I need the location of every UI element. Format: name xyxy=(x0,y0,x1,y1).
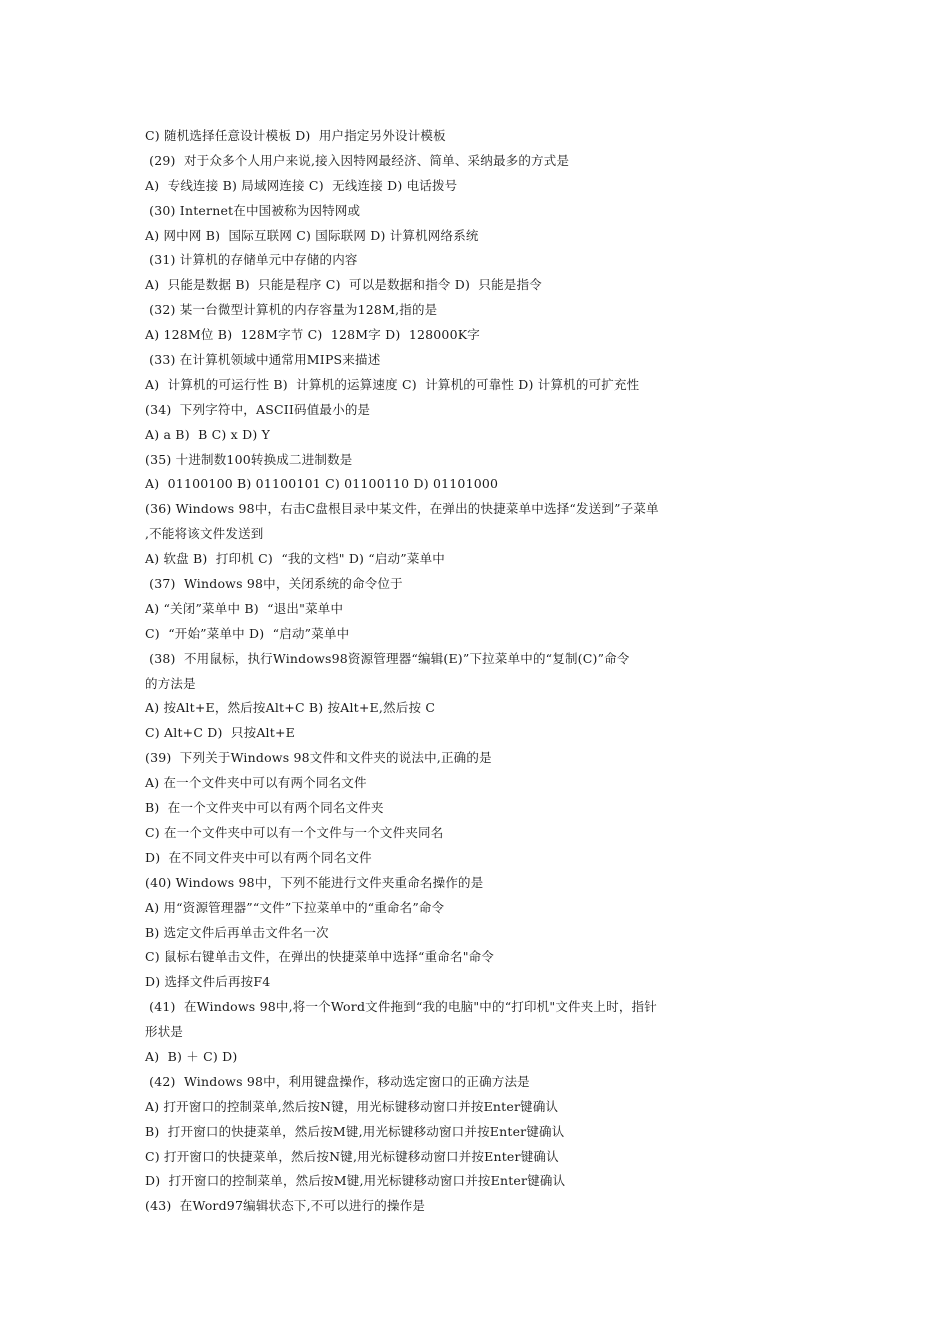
document-line: (41) 在Windows 98中,将一个Word文件拖到“我的电脑"中的“打印机"文件夹上时，指针 xyxy=(145,999,657,1015)
document-line: D) 选择文件后再按F4 xyxy=(145,974,271,990)
document-line: (38) 不用鼠标，执行Windows98资源管理器“编辑(E)”下拉菜单中的“复制(C)”命令 xyxy=(145,650,630,666)
document-line: (40) Windows 98中，下列不能进行文件夹重命名操作的是 xyxy=(145,874,484,890)
document-line: C) 鼠标右键单击文件，在弹出的快捷菜单中选择“重命名"命令 xyxy=(145,949,495,965)
document-line: A) 在一个文件夹中可以有两个同名文件 xyxy=(145,775,367,791)
document-line: (34) 下列字符中，ASCII码值最小的是 xyxy=(145,401,371,417)
document-line: D) 在不同文件夹中可以有两个同名文件 xyxy=(145,849,372,865)
document-line: A) 用“资源管理器”“文件”下拉菜单中的“重命名”命令 xyxy=(145,899,445,915)
document-line: B) 在一个文件夹中可以有两个同名文件夹 xyxy=(145,800,384,816)
document-line: C) 打开窗口的快捷菜单，然后按N键,用光标键移动窗口并按Enter键确认 xyxy=(145,1148,559,1164)
document-line: (33) 在计算机领域中通常用MIPS来描述 xyxy=(145,352,381,368)
document-line: (42) Windows 98中，利用键盘操作，移动选定窗口的正确方法是 xyxy=(145,1073,530,1089)
document-line: A) 128M位 B) 128M字节 C) 128M字 D) 128000K字 xyxy=(145,327,480,343)
document-line: A) 计算机的可运行性 B) 计算机的运算速度 C) 计算机的可靠性 D) 计算机的可扩充性 xyxy=(145,376,640,392)
document-line: A) 只能是数据 B) 只能是程序 C) 可以是数据和指令 D) 只能是指令 xyxy=(145,277,542,293)
document-line: C) 随机选择任意设计模板 D) 用户指定另外设计模板 xyxy=(145,128,446,143)
document-line: ,不能将该文件发送到 xyxy=(145,526,264,542)
document-line: (37) Windows 98中，关闭系统的命令位于 xyxy=(145,576,403,592)
document-line: A) 打开窗口的控制菜单,然后按N键，用光标键移动窗口并按Enter键确认 xyxy=(145,1098,559,1114)
document-line: (35) 十进制数100转换成二进制数是 xyxy=(145,451,353,467)
document-line: C) 在一个文件夹中可以有一个文件与一个文件夹同名 xyxy=(145,824,444,840)
document-line: B) 选定文件后再单击文件名一次 xyxy=(145,924,329,940)
document-line: A) 软盘 B) 打印机 C) “我的文档" D) “启动”菜单中 xyxy=(145,551,445,567)
document-line: 形状是 xyxy=(145,1024,184,1040)
document-line: (32) 某一台微型计算机的内存容量为128M,指的是 xyxy=(145,302,438,318)
document-line: (36) Windows 98中，右击C盘根目录中某文件，在弹出的快捷菜单中选择“发送到”子菜单 xyxy=(145,501,659,517)
document-line: (39) 下列关于Windows 98文件和文件夹的说法中,正确的是 xyxy=(145,750,492,766)
document-body xyxy=(145,124,745,1219)
document-line: A) “关闭”菜单中 B) “退出"菜单中 xyxy=(145,600,344,616)
document-line: C) Alt+C D) 只按Alt+E xyxy=(145,725,295,741)
document-line: (29) 对于众多个人用户来说,接入因特网最经济、简单、采纳最多的方式是 xyxy=(145,152,570,168)
document-line: C) “开始”菜单中 D) “启动”菜单中 xyxy=(145,625,350,641)
document-line: A) 专线连接 B) 局域网连接 C) 无线连接 D) 电话拨号 xyxy=(145,177,458,193)
document-line: A) a B) B C) x D) Y xyxy=(145,426,271,442)
document-line: A) 网中网 B) 国际互联网 C) 国际联网 D) 计算机网络系统 xyxy=(145,227,479,243)
document-line: A) 按Alt+E，然后按Alt+C B) 按Alt+E,然后按 C xyxy=(145,700,436,716)
document-line: (43) 在Word97编辑状态下,不可以进行的操作是 xyxy=(145,1198,426,1214)
document-line: B) 打开窗口的快捷菜单，然后按M键,用光标键移动窗口并按Enter键确认 xyxy=(145,1123,565,1139)
document-line: (31) 计算机的存储单元中存储的内容 xyxy=(145,252,358,268)
document-line: A) 01100100 B) 01100101 C) 01100110 D) 01101000 xyxy=(145,476,499,492)
document-line: D) 打开窗口的控制菜单，然后按M键,用光标键移动窗口并按Enter键确认 xyxy=(145,1173,566,1189)
document-line: 的方法是 xyxy=(145,675,196,691)
document-line: A) B) ＋ C) D) xyxy=(145,1048,238,1064)
document-line: (30) Internet在中国被称为因特网或 xyxy=(145,202,361,218)
